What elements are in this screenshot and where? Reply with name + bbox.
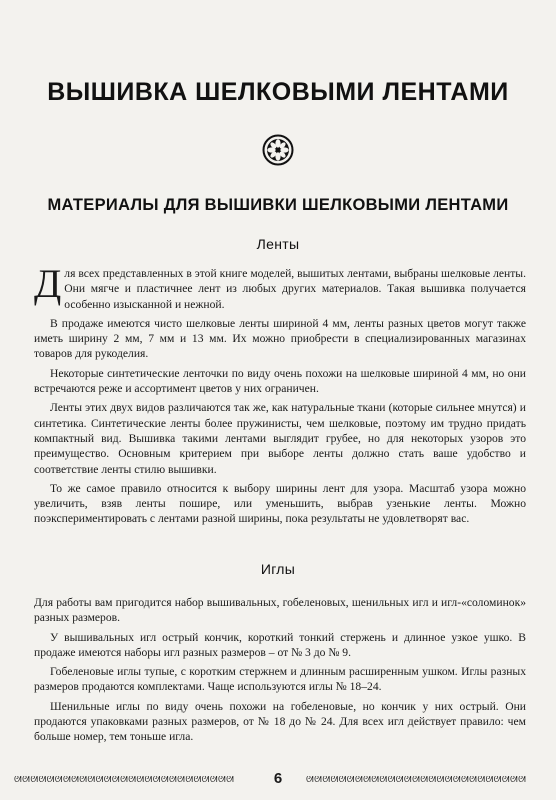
paragraph: Некоторые синтетические ленточки по виду очень похожи на шелковые шириной 4 мм, но они встречаются реже и ассортимент цветов у них ограничен. xyxy=(34,366,526,396)
paragraph: Для работы вам пригодится набор вышивальных, гобеленовых, шенильных игл и игл-«соломинок» разных размеров. xyxy=(34,596,526,625)
drop-cap: Д xyxy=(34,261,62,306)
subsection-heading-needles: Иглы xyxy=(260,561,296,577)
paragraph: Гобеленовые иглы тупые, с коротким стержнем и длинным расширенным ушком. Иглы разных размеров продаются комплектами. Чаще используются иглы № 18–24. xyxy=(34,665,526,694)
ornamental-border-right: ᘛᘛᘛᘛᘛᘛᘛᘛᘛᘛᘛᘛᘛᘛᘛᘛᘛᘛᘛᘛᘛᘛᘛᘛᘛᘛᘛ xyxy=(306,776,527,784)
needles-text xyxy=(34,595,526,749)
page-number: 6 xyxy=(273,770,283,787)
paragraph: Шенильные иглы по виду очень похожи на гобеленовые, но кончик у них острый. Они продаются упаковками разных размеров, от № 18 до № 24. Для всех игл действует правило: чем больше номер, тем тоньше игла. xyxy=(34,699,526,744)
paragraph: В продаже имеются чисто шелковые ленты шириной 4 мм, ленты разных цветов могут также иметь ширину 2 мм, 7 мм и 13 мм. Их можно приобрести в специализированных магазинах товаров для рукоделия. xyxy=(34,316,526,361)
page-title: ВЫШИВКА ШЕЛКОВЫМИ ЛЕНТАМИ xyxy=(47,78,509,106)
section-title: МАТЕРИАЛЫ ДЛЯ ВЫШИВКИ ШЕЛКОВЫМИ ЛЕНТАМИ xyxy=(47,196,509,214)
ornamental-border-left: ᘛᘛᘛᘛᘛᘛᘛᘛᘛᘛᘛᘛᘛᘛᘛᘛᘛᘛᘛᘛᘛᘛᘛᘛᘛᘛᘛ xyxy=(14,776,235,784)
paragraph: Для всех представленных в этой книге моделей, вышитых лентами, выбраны шелковые ленты. Они мягче и пластичнее лент из любых других материалов. Такая вышивка получается особенно изысканной и нежной. xyxy=(34,261,526,311)
ribbons-text xyxy=(34,261,526,531)
paragraph: У вышивальных игл острый кончик, короткий тонкий стержень и длинное узкое ушко. В продаже имеются наборы игл разных размеров – от № 3 до № 9. xyxy=(34,630,526,659)
paragraph: То же самое правило относится к выбору ширины лент для узора. Масштаб узора можно увеличить, взяв ленты пошире, или уменьшить, выбрав узенькие ленты. Можно поэкспериментировать с лентами разной ширины, пока результаты не удовлетворят вас. xyxy=(34,481,526,526)
paragraph: Ленты этих двух видов различаются так же, как натуральные ткани (которые сильнее мнутся) и синтетика. Синтетические ленты более пружинисты, чем шелковые, поэтому им трудно придать компактный вид. Вышивка такими лентами выглядит грубее, но для некоторых узоров это преимущество. Основным критерием при выборе ленты должно стать ваше удобство и соответствие ленты стилю вышивки. xyxy=(34,401,526,476)
flower-rosette-icon xyxy=(262,134,294,166)
page-footer xyxy=(0,770,556,790)
subsection-heading-ribbons: Ленты xyxy=(256,236,300,252)
